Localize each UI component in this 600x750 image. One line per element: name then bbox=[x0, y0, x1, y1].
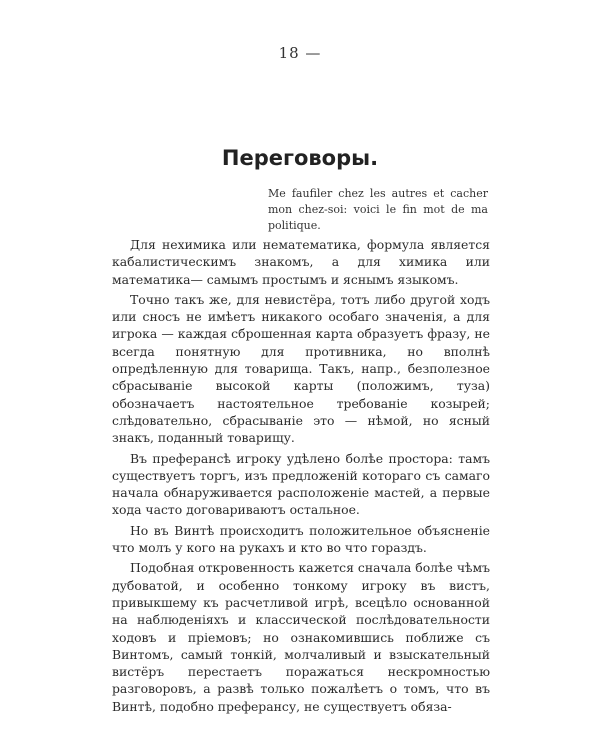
page-number: 18 — bbox=[278, 44, 322, 62]
paragraph-4: Но въ Винтѣ происходитъ положительное объясненіе что молъ у кого на рукахъ и кто во что гораздъ. bbox=[112, 522, 490, 556]
paragraph-5: Подобная откровенность кажется сначала болѣе чѣмъ дубоватой, и особенно тонкому игроку въ вистъ, привыкшему къ расчетливой игрѣ, всецѣло основанной на наблюденіяхъ и классической послѣдовательности ходовъ и пріемовъ; но ознакомившись поближе съ Винтомъ, самый тонкій, молчаливый и взыскательный вистёръ перестаетъ поражаться нескромностью разговоровъ, а развѣ только пожалѣетъ о томъ, что въ Винтѣ, подобно преферансу, не существуетъ обяза- bbox=[112, 560, 490, 714]
paragraph-1: Для нехимика или нематематика, формула является кабалистическимъ знакомъ, а для химика или математика— самымъ простымъ и яснымъ языкомъ. bbox=[112, 237, 490, 287]
epigraph: Me faufiler chez les autres et cacher mon chez-soi: voici le fin mot de ma politique. bbox=[268, 187, 488, 232]
paragraph-2: Точно такъ же, для невистёра, тотъ либо другой ходъ или сносъ не имѣетъ никакого особаго значенія, а для игрока — каждая сброшенная карта образуетъ фразу, не всегда понятную для противника, но вполнѣ опредѣленную для товарища. Такъ, напр., безполезное сбрасываніе высокой карты (положимъ, туза) обозначаетъ настоятельное требованіе козырей; слѣдовательно, сбрасываніе это — нѣмой, но ясный знакъ, поданный товарищу. bbox=[112, 291, 490, 446]
chapter-title: Переговоры. bbox=[221, 146, 379, 170]
body-text bbox=[112, 236, 490, 718]
paragraph-3: Въ преферансѣ игроку удѣлено болѣе простора: тамъ существуетъ торгъ, изъ предложеній котораго съ самаго начала обнаруживается расположеніе мастей, а первые хода часто договариваютъ остальное. bbox=[112, 450, 490, 518]
